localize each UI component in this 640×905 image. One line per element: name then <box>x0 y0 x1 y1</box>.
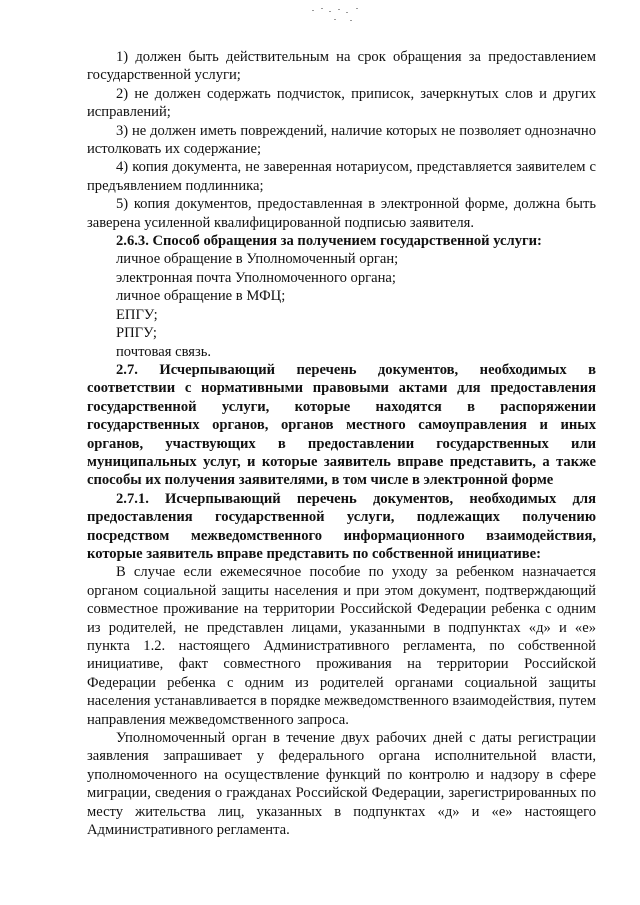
document-page <box>87 48 596 839</box>
section-heading-2-7: 2.7. Исчерпывающий перечень документов, необходимых в соответствии с нормативными правовыми актами для предоставления государственной услуги, которые находятся в распоряжении государственных органов, органов местного самоуправления и иных органов, участвующих в предоставлении государственных или муниципальных услуг, и которые заявитель вправе представить, а также способы их получения заявителями, в том числе в электронной форме <box>87 361 596 489</box>
list-item-1: 1) должен быть действительным на срок обращения за предоставлением государственной услуги; <box>87 49 596 84</box>
list-item-5: 5) копия документов, предоставленная в электронной форме, должна быть заверена усиленной квалифицированной подписью заявителя. <box>87 196 596 231</box>
body-paragraph-1: В случае если ежемесячное пособие по уходу за ребенком назначается органом социальной защиты населения и при этом документ, подтверждающий совместное проживание на территории Российской Федерации ребенка с одним из родителей, не представлен лицами, указанными в подпунктах «д» и «е» пункта 1.2. настоящего Административного регламента, по собственной инициативе, факт совместного проживания на территории Российской Федерации ребенка с одним из родителей органами социальной защиты населения устанавливается в порядке межведомственного взаимодействия, путем направления межведомственного запроса. <box>87 564 596 728</box>
method-item-3: личное обращение в МФЦ; <box>116 288 286 305</box>
scan-artifact <box>312 6 372 26</box>
method-item-2: электронная почта Уполномоченного органа; <box>116 269 396 286</box>
section-heading-2-6-3: 2.6.3. Способ обращения за получением государственной услуги: <box>116 233 542 250</box>
list-item-3: 3) не должен иметь повреждений, наличие которых не позволяет однозначно истолковать их содержание; <box>87 122 596 158</box>
method-item-1: личное обращение в Уполномоченный орган; <box>116 251 399 268</box>
method-item-5: РПГУ; <box>116 325 157 342</box>
section-heading-2-7-1: 2.7.1. Исчерпывающий перечень документов, необходимых для предоставления государственной услуги, подлежащих получению посредством межведомственного информационного взаимодействия, которые заявитель вправе представить по собственной инициативе: <box>87 490 596 562</box>
method-item-4: ЕПГУ; <box>116 306 158 323</box>
body-paragraph-2: Уполномоченный орган в течение двух рабочих дней с даты регистрации заявления запрашивает у федерального органа исполнительной власти, уполномоченного на осуществление функций по контролю и надзору в сфере миграции, сведения о гражданах Российской Федерации, зарегистрированных по месту жительства лиц, указанных в подпунктах «д» и «е» настоящего Административного регламента. <box>87 730 596 839</box>
list-item-2: 2) не должен содержать подчисток, приписок, зачеркнутых слов и других исправлений; <box>87 85 596 121</box>
method-item-6: почтовая связь. <box>116 343 212 360</box>
list-item-4: 4) копия документа, не заверенная нотариусом, представляется заявителем с предъявлением подлинника; <box>87 159 596 194</box>
